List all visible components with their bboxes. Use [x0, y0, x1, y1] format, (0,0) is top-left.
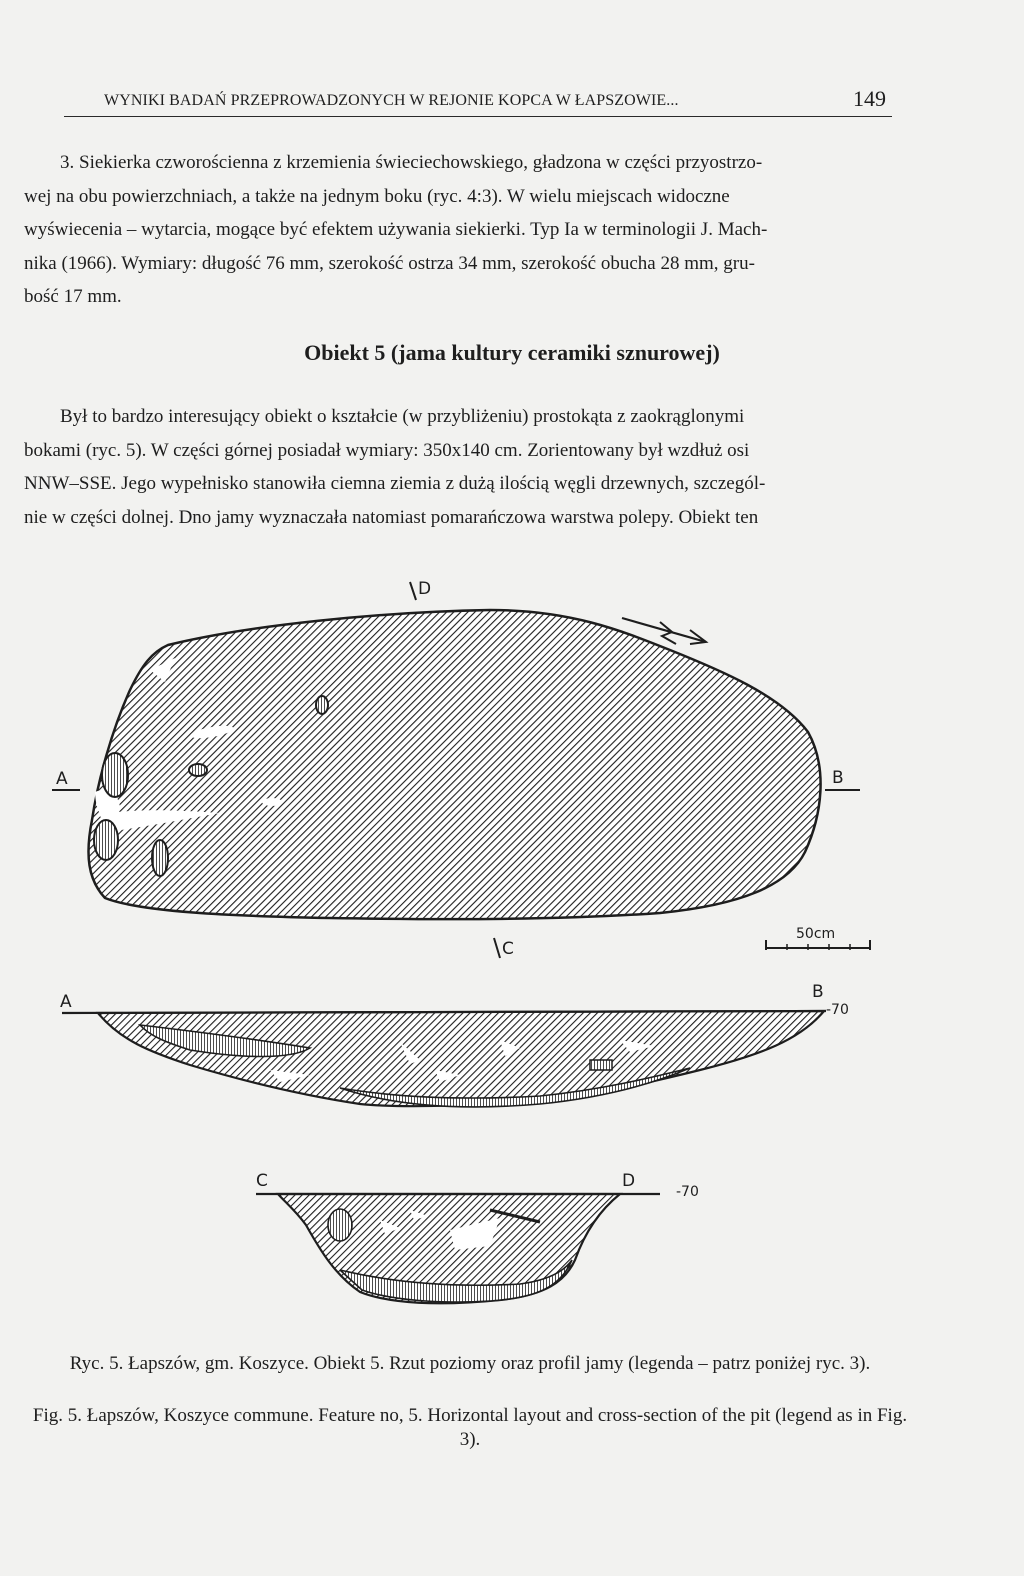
section-cd-charcoal	[328, 1209, 352, 1241]
scale-label: 50cm	[796, 926, 836, 942]
text-line: bokami (ryc. 5). W części górnej posiadał wymiary: 350x140 cm. Zorientowany był wzdłuż osi	[24, 439, 750, 461]
section-heading: Obiekt 5 (jama kultury ceramiki sznurowej)	[304, 340, 720, 365]
text-line: nie w części dolnej. Dno jamy wyznaczała natomiast pomarańczowa warstwa polepy. Obiekt ten	[24, 506, 759, 528]
label-c: C	[502, 939, 514, 959]
section-mark-d	[410, 582, 416, 600]
label-a: A	[56, 769, 68, 789]
section-cd-label-c: C	[256, 1171, 268, 1191]
section-cd-depth: -70	[676, 1184, 699, 1200]
label-b: B	[832, 768, 844, 788]
caption-polish: Ryc. 5. Łapszów, gm. Koszyce. Obiekt 5. Rzut poziomy oraz profil jamy (legenda – patrz poniżej ryc. 3).	[69, 1353, 871, 1374]
text-line: bość 17 mm.	[24, 286, 122, 307]
page-number: 149	[853, 86, 886, 111]
text-line: nika (1966). Wymiary: długość 76 mm, szerokość ostrza 34 mm, szerokość obucha 28 mm, gru-	[24, 252, 755, 274]
paragraph-item-3	[24, 146, 884, 314]
section-ab-fill	[98, 1011, 824, 1106]
section-cd-label-d: D	[622, 1171, 636, 1191]
section-ab-label-a: A	[60, 992, 72, 1012]
section-ab-charcoal-block	[590, 1060, 612, 1070]
running-title: WYNIKI BADAŃ PRZEPROWADZONYCH W REJONIE KOPCA W ŁAPSZOWIE...	[104, 92, 679, 109]
section-ab-label-b: B	[812, 982, 824, 1002]
plan-charcoal-patch	[102, 753, 128, 797]
plan-charcoal-patch	[316, 696, 328, 714]
caption-english: Fig. 5. Łapszów, Koszyce commune. Feature no, 5. Horizontal layout and cross-section of the pit (legend as in Fig. 3).	[32, 1405, 908, 1450]
section-ab	[60, 982, 849, 1107]
plan-charcoal-patch	[94, 820, 118, 860]
text-line: NNW–SSE. Jego wypełnisko stanowiła ciemna ziemia z dużą ilością węgli drzewnych, szczegól-	[24, 473, 766, 494]
text-line: Był to bardzo interesujący obiekt o kształcie (w przybliżeniu) prostokąta z zaokrąglonymi	[60, 406, 745, 427]
plan-inclusion	[262, 798, 282, 806]
text-line: wej na obu powierzchniach, a także na jednym boku (ryc. 4:3). W wielu miejscach widoczne	[24, 185, 730, 207]
figure-drawing	[0, 570, 1024, 1340]
paragraph-feature-5	[24, 400, 884, 534]
section-cd	[256, 1171, 699, 1303]
plan-charcoal-patch	[189, 764, 207, 776]
text-line: wyświecenia – wytarcia, mogące być efektem używania siekierki. Typ Ia w terminologii J. Mach-	[24, 219, 768, 240]
figure-5	[0, 570, 1024, 1340]
section-ab-depth: -70	[826, 1002, 849, 1018]
text-line: 3. Siekierka czworościenna z krzemienia świeciechowskiego, gładzona w części przyostrzo-	[60, 152, 763, 173]
running-header	[64, 84, 892, 117]
plan-charcoal-patch	[152, 840, 168, 876]
scale-bar	[766, 926, 870, 950]
plan-view	[52, 579, 870, 959]
label-d: D	[418, 579, 432, 599]
section-mark-c	[494, 938, 500, 958]
